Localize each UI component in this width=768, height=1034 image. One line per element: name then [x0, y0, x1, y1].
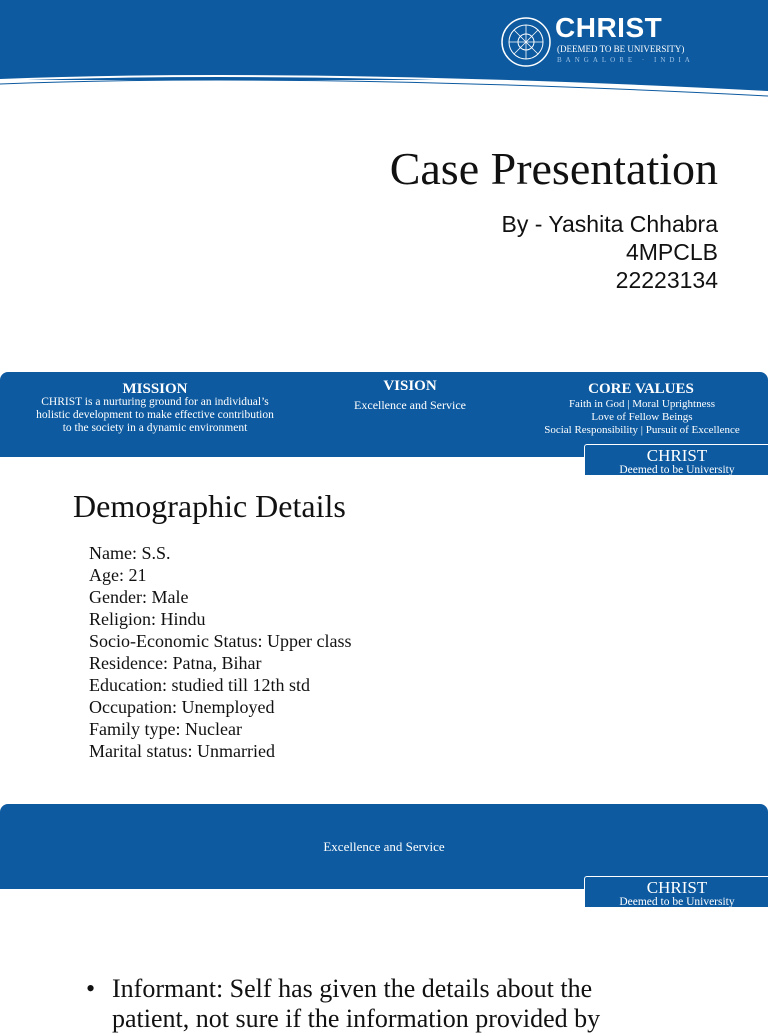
detail-marital-status: Marital status: Unmarried — [89, 741, 275, 761]
roll-number: 22223134 — [615, 267, 718, 293]
logo-subtitle: (DEEMED TO BE UNIVERSITY) — [557, 44, 685, 54]
vision-heading: VISION — [383, 378, 437, 394]
detail-occupation: Occupation: Unemployed — [89, 697, 275, 717]
author-name: By - Yashita Chhabra — [501, 211, 718, 237]
mission-text — [10, 396, 300, 435]
bullet-icon: • — [86, 974, 96, 1003]
detail-age: Age: 21 — [89, 565, 147, 585]
university-seal-icon — [500, 16, 552, 68]
vision-text: Excellence and Service — [354, 398, 466, 412]
detail-name: Name: S.S. — [89, 543, 171, 563]
demographic-title: Demographic Details — [73, 488, 346, 524]
detail-religion: Religion: Hindu — [89, 609, 206, 629]
core-values-text — [520, 398, 764, 437]
badge-title: CHRIST — [646, 446, 708, 465]
detail-ses: Socio-Economic Status: Upper class — [89, 631, 352, 651]
mission-line: CHRIST is a nurturing ground for an individual’s — [41, 396, 269, 408]
badge-title: CHRIST — [646, 878, 708, 897]
university-badge — [584, 876, 768, 907]
author-block — [418, 210, 718, 294]
demographic-list — [89, 542, 351, 762]
mission-line: to the society in a dynamic environment — [62, 422, 248, 434]
detail-family-type: Family type: Nuclear — [89, 719, 242, 739]
logo-title: CHRIST — [555, 12, 663, 43]
presentation-title: Case Presentation — [389, 143, 718, 194]
badge-subtitle: Deemed to be University — [619, 896, 735, 908]
logo-tagline: BANGALORE · INDIA — [557, 56, 694, 64]
core-value-line: Faith in God | Moral Uprightness — [568, 398, 716, 410]
footer-motto: Excellence and Service — [323, 839, 445, 854]
badge-subtitle: Deemed to be University — [619, 464, 735, 476]
mission-heading: MISSION — [122, 381, 188, 397]
informant-bullet — [86, 974, 726, 1034]
core-value-line: Love of Fellow Beings — [591, 411, 693, 423]
class-code: 4MPCLB — [625, 239, 718, 265]
detail-gender: Gender: Male — [89, 587, 189, 607]
core-values-heading: CORE VALUES — [588, 381, 694, 397]
core-value-line: Social Responsibility | Pursuit of Excellence — [544, 424, 740, 436]
detail-residence: Residence: Patna, Bihar — [89, 653, 262, 673]
informant-line-2: patient, not sure if the information provided by — [112, 1004, 601, 1033]
header-wave — [0, 60, 768, 100]
university-badge — [584, 444, 768, 475]
detail-education: Education: studied till 12th std — [89, 675, 310, 695]
mission-line: holistic development to make effective contribution — [36, 409, 274, 421]
informant-line-1: Informant: Self has given the details about the — [112, 974, 593, 1003]
